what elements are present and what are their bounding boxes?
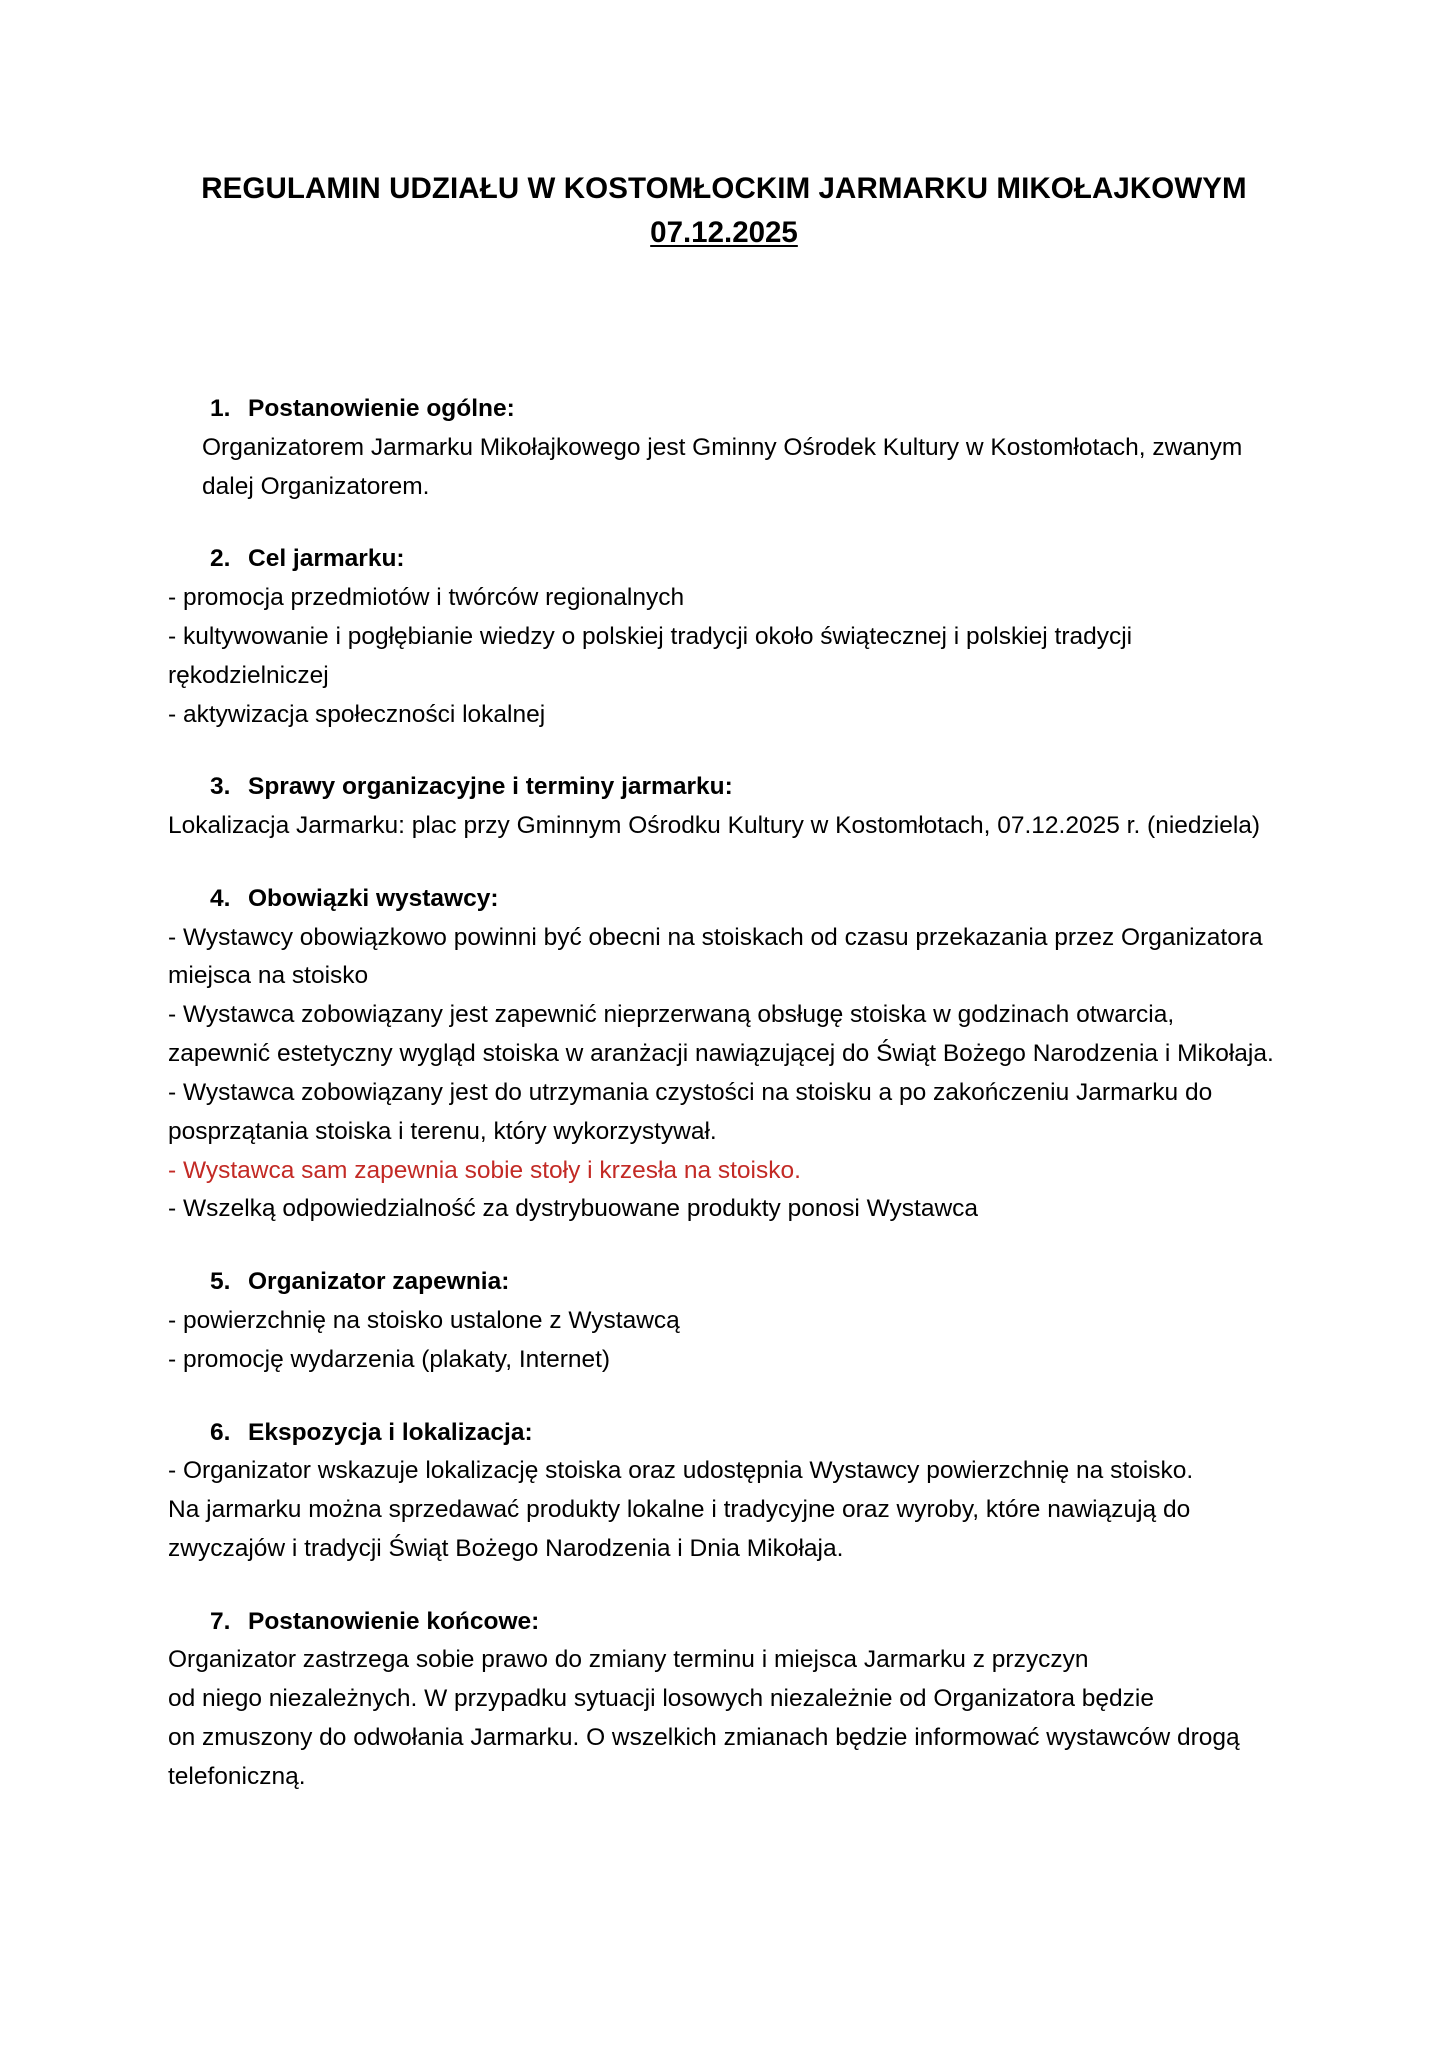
section-7-line-2: od niego niezależnych. W przypadku sytuacji losowych niezależnie od Organizatora będzie	[168, 1685, 1154, 1713]
section-1-line-2: dalej Organizatorem.	[202, 472, 430, 500]
spacer	[168, 846, 1280, 880]
section-5	[168, 1263, 1280, 1379]
section-6	[168, 1414, 1280, 1569]
section-4-line-8: - Wszelką odpowiedzialność za dystrybuowane produkty ponosi Wystawca	[168, 1195, 979, 1223]
section-4-line-2: miejsca na stoisko	[168, 962, 369, 990]
section-1-heading	[168, 390, 1280, 429]
section-5-line-2: - promocję wydarzenia (plakaty, Internet)	[168, 1345, 611, 1373]
section-4-line-5: - Wystawca zobowiązany jest do utrzymania czystości na stoisku a po zakończeniu Jarmarku do	[168, 1078, 1213, 1106]
page-title: REGULAMIN UDZIAŁU W KOSTOMŁOCKIM JARMARKU MIKOŁAJKOWYM	[201, 172, 1247, 205]
section-1-line-1: Organizatorem Jarmarku Mikołajkowego jest Gminny Ośrodek Kultury w Kostomłotach, zwanym	[202, 433, 1243, 461]
section-7-number: 7.	[210, 1607, 231, 1635]
section-7-line-1: Organizator zastrzega sobie prawo do zmiany terminu i miejsca Jarmarku z przyczyn	[168, 1646, 1089, 1674]
section-5-heading	[168, 1263, 1280, 1302]
section-5-line-1: - powierzchnię na stoisko ustalone z Wystawcą	[168, 1306, 680, 1334]
section-4-title: Obowiązki wystawcy:	[248, 884, 499, 912]
section-4-line-4: zapewnić estetyczny wygląd stoiska w aranżacji nawiązującej do Świąt Bożego Narodzenia i Mikołaja.	[168, 1040, 1274, 1068]
section-4-line-6: posprzątania stoiska i terenu, który wykorzystywał.	[168, 1117, 717, 1145]
section-4-line-1: - Wystawcy obowiązkowo powinni być obecni na stoiskach od czasu przekazania przez Organizatora	[168, 923, 1263, 951]
section-2-line-3: rękodzielniczej	[168, 661, 329, 689]
section-3-number: 3.	[210, 773, 231, 801]
section-2-line-1: - promocja przedmiotów i twórców regionalnych	[168, 584, 685, 612]
spacer	[168, 734, 1280, 768]
section-3-heading	[168, 768, 1280, 807]
section-3	[168, 768, 1280, 846]
section-2-title: Cel jarmarku:	[248, 545, 405, 573]
document-date: 07.12.2025	[650, 215, 798, 249]
section-7-heading	[168, 1603, 1280, 1642]
section-2	[168, 540, 1280, 734]
section-4-line-7-highlighted: - Wystawca sam zapewnia sobie stoły i krzesła na stoisko.	[168, 1156, 801, 1184]
document-title-block	[0, 168, 1448, 254]
section-6-heading	[168, 1414, 1280, 1453]
section-6-number: 6.	[210, 1418, 231, 1446]
section-4-line-3: - Wystawca zobowiązany jest zapewnić nieprzerwaną obsługę stoiska w godzinach otwarcia,	[168, 1001, 1175, 1029]
section-3-line-1: Lokalizacja Jarmarku: plac przy Gminnym Ośrodku Kultury w Kostomłotach, 07.12.2025 r. (niedziela)	[168, 812, 1261, 840]
section-2-line-4: - aktywizacja społeczności lokalnej	[168, 700, 546, 728]
section-7-line-4: telefoniczną.	[168, 1762, 306, 1790]
section-2-number: 2.	[210, 545, 231, 573]
section-4-number: 4.	[210, 884, 231, 912]
section-4	[168, 880, 1280, 1229]
spacer	[168, 506, 1280, 540]
spacer	[168, 1380, 1280, 1414]
section-1-number: 1.	[210, 395, 231, 422]
section-5-number: 5.	[210, 1268, 231, 1296]
section-6-line-1: - Organizator wskazuje lokalizację stoiska oraz udostępnia Wystawcy powierzchnię na stoisko.	[168, 1457, 1194, 1485]
section-6-title: Ekspozycja i lokalizacja:	[248, 1418, 533, 1446]
section-3-title: Sprawy organizacyjne i terminy jarmarku:	[248, 773, 733, 801]
spacer	[168, 1569, 1280, 1603]
section-2-line-2: - kultywowanie i pogłębianie wiedzy o polskiej tradycji około świątecznej i polskiej tradycji	[168, 622, 1133, 650]
section-6-line-3: zwyczajów i tradycji Świąt Bożego Narodzenia i Dnia Mikołaja.	[168, 1534, 844, 1562]
section-4-heading	[168, 880, 1280, 919]
section-7-title: Postanowienie końcowe:	[248, 1607, 540, 1635]
document-body	[168, 390, 1280, 1797]
section-1-title: Postanowienie ogólne:	[248, 395, 515, 422]
section-7	[168, 1603, 1280, 1797]
section-7-line-3: on zmuszony do odwołania Jarmarku. O wszelkich zmianach będzie informować wystawców drogą	[168, 1724, 1240, 1752]
section-5-title: Organizator zapewnia:	[248, 1268, 510, 1296]
spacer	[168, 1229, 1280, 1263]
section-1	[168, 390, 1280, 506]
section-6-line-2: Na jarmarku można sprzedawać produkty lokalne i tradycyjne oraz wyroby, które nawiązują do	[168, 1496, 1191, 1524]
section-2-heading	[168, 540, 1280, 579]
